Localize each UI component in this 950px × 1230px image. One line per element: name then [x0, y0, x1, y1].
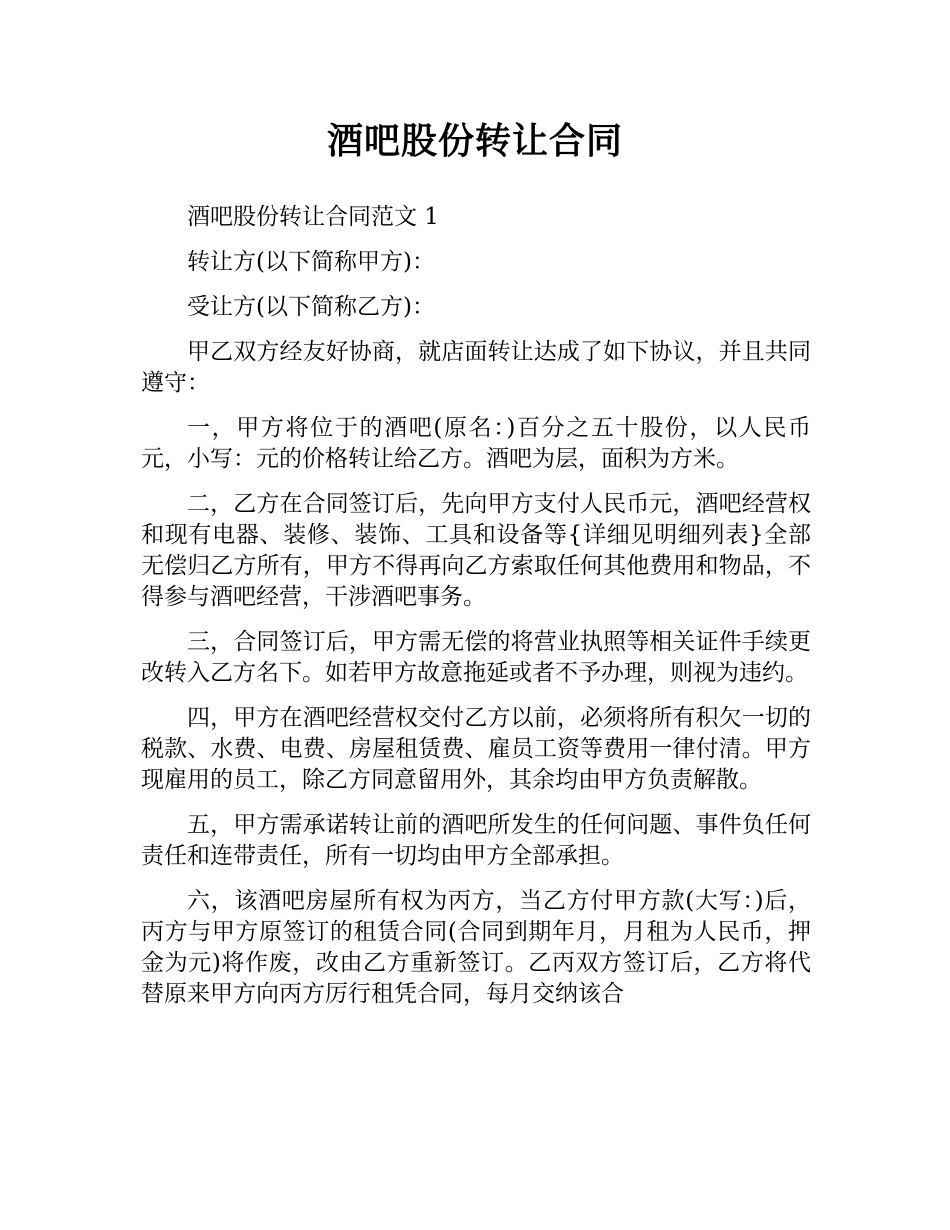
- paragraph-clause-4: 四，甲方在酒吧经营权交付乙方以前，必须将所有积欠一切的税款、水费、电费、房屋租赁费、雇员工资等费用一律付清。甲方现雇用的员工，除乙方同意留用外，其余均由甲方负责解散。: [141, 705, 811, 793]
- paragraph-clause-1: 一，甲方将位于的酒吧(原名：)百分之五十股份，以人民币元，小写：元的价格转让给乙方。酒吧为层，面积为方米。: [141, 415, 811, 472]
- paragraph-transferor: 转让方(以下简称甲方)：: [187, 249, 435, 275]
- paragraph-clause-3: 三，合同签订后，甲方需无偿的将营业执照等相关证件手续更改转入乙方名下。如若甲方故意拖延或者不予办理，则视为违约。: [141, 629, 811, 686]
- document-title: 酒吧股份转让合同: [326, 121, 623, 162]
- paragraph-heading: 酒吧股份转让合同范文 1: [187, 204, 439, 230]
- paragraph-clause-2: 二，乙方在合同签订后，先向甲方支付人民币元，酒吧经营权和现有电器、装修、装饰、工具和设备等{详细见明细列表}全部无偿归乙方所有，甲方不得再向乙方索取任何其他费用和物品，不得参与酒吧经营，干涉酒吧事务。: [141, 491, 811, 610]
- paragraph-transferee: 受让方(以下简称乙方)：: [187, 294, 435, 320]
- document-body: [141, 202, 811, 1024]
- paragraph-preamble: 甲乙双方经友好协商，就店面转让达成了如下协议，并且共同遵守：: [141, 339, 811, 396]
- paragraph-clause-6: 六，该酒吧房屋所有权为丙方，当乙方付甲方款(大写：)后，丙方与甲方原签订的租赁合同(合同到期年月，月租为人民币，押金为元)将作废，改由乙方重新签订。乙丙双方签订后，乙方将代替原来甲方向丙方厉行租凭合同，每月交纳该合: [141, 888, 811, 1007]
- paragraph-clause-5: 五，甲方需承诺转让前的酒吧所发生的任何问题、事件负任何责任和连带责任，所有一切均由甲方全部承担。: [141, 812, 811, 869]
